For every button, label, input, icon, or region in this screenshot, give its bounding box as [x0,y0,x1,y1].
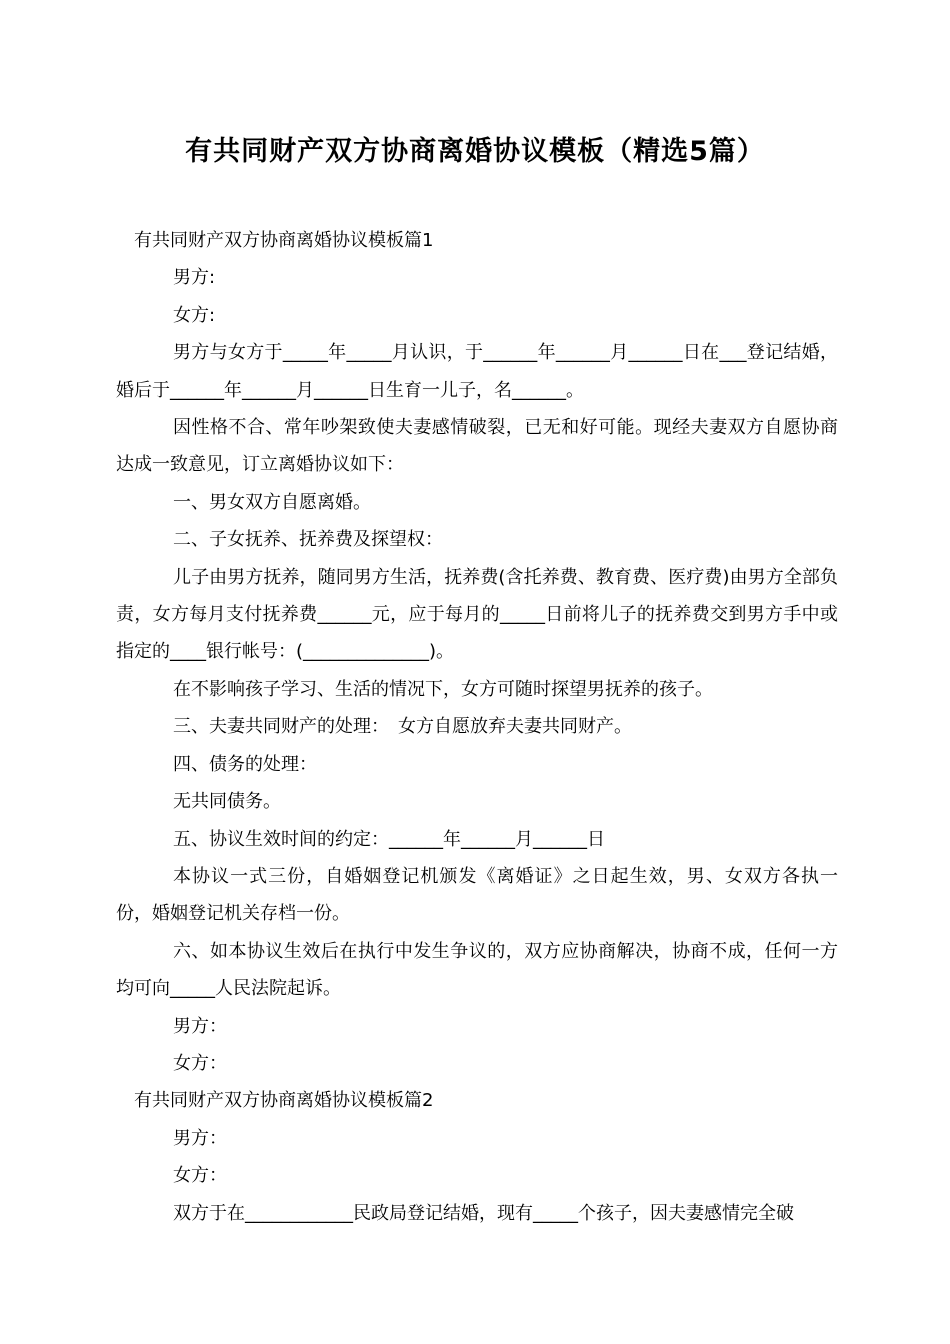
paragraph: 双方于在____________民政局登记结婚，现有_____个孩子，因夫妻感情完全破 [173,1202,794,1224]
paragraph: 男方: [173,267,216,289]
paragraph: 儿子由男方抚养，随同男方生活，抚养费(含托养费、教育费、医疗费)由男方全部负责，女方每月支付抚养费______元，应于每月的_____日前将儿子的抚养费交到男方手中或指定的____银行帐号：(______________)。 [116,566,838,663]
paragraph: 一、男女双方自愿离婚。 [173,491,371,513]
paragraph: 因性格不合、常年吵架致使夫妻感情破裂，已无和好可能。现经夫妻双方自愿协商达成一致意见，订立离婚协议如下： [116,417,838,476]
document-title: 有共同财产双方协商离婚协议模板（精选5篇） [185,136,765,167]
paragraph: 男方： [173,1127,227,1149]
paragraph: 女方： [173,1052,227,1074]
paragraph: 本协议一式三份，自婚姻登记机颁发《离婚证》之日起生效，男、女双方各执一份，婚姻登记机关存档一份。 [116,865,838,925]
paragraph: 六、如本协议生效后在执行中发生争议的，双方应协商解决，协商不成，任何一方均可向_____人民法院起诉。 [116,940,838,1000]
paragraph: 无共同债务。 [173,791,281,813]
paragraph: 女方: [173,304,216,326]
document-body [116,222,838,1232]
paragraph: 男方与女方于_____年_____月认识，于______年______月______日在___登记结婚，婚后于______年______月______日生育一儿子，名______。 [116,342,838,401]
section-heading: 有共同财产双方协商离婚协议模板篇2 [134,1090,434,1112]
paragraph: 三、夫妻共同财产的处理： 女方自愿放弃夫妻共同财产。 [173,716,632,738]
paragraph: 在不影响孩子学习、生活的情况下，女方可随时探望男抚养的孩子。 [173,678,713,700]
paragraph: 五、协议生效时间的约定：______年______月______日 [173,828,605,850]
paragraph: 男方： [173,1015,227,1037]
paragraph: 二、子女抚养、抚养费及探望权： [173,529,443,551]
paragraph: 女方： [173,1165,227,1187]
paragraph: 四、债务的处理： [173,753,317,775]
section-heading: 有共同财产双方协商离婚协议模板篇1 [134,230,434,251]
